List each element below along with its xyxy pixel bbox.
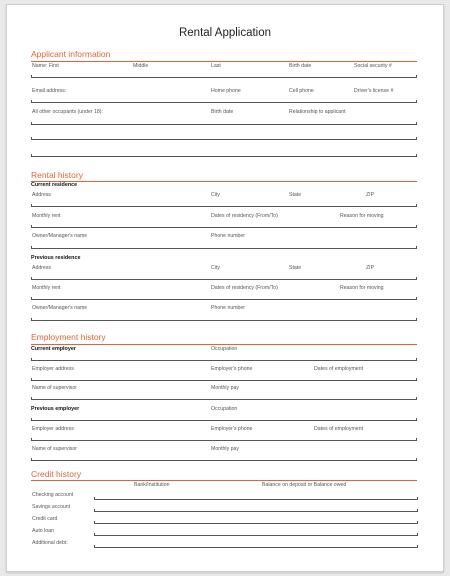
previous-owner-field[interactable] xyxy=(31,318,417,321)
label-ssn: Social security # xyxy=(354,63,392,69)
applicant-name-field[interactable] xyxy=(31,75,417,78)
label-prev-occupation: Occupation xyxy=(211,406,238,412)
label-owner-manager: Owner/Manager's name xyxy=(32,233,88,239)
current-residence-label: Current residence xyxy=(31,182,78,188)
label-bank-institution: Bank/Institution xyxy=(134,482,170,488)
rental-section-rule xyxy=(31,181,417,182)
credit-section-heading: Credit history xyxy=(31,469,82,479)
label-prev-employer-address: Employer address xyxy=(32,426,74,432)
label-dates-residency: Dates of residency (From/To) xyxy=(211,213,278,219)
label-city: City xyxy=(211,192,220,198)
label-address: Address xyxy=(32,192,52,198)
previous-employer-address-field[interactable] xyxy=(31,438,417,441)
credit-section-rule xyxy=(31,480,417,481)
label-additional-debt: Additional debt: xyxy=(32,540,68,546)
applicant-section-heading: Applicant information xyxy=(31,49,111,59)
application-page xyxy=(6,4,444,572)
label-home-phone: Home phone xyxy=(211,88,241,94)
employment-section-heading: Employment history xyxy=(31,332,106,342)
occupants-field-1[interactable] xyxy=(31,122,417,125)
current-employer-address-field[interactable] xyxy=(31,378,417,381)
label-last: Last xyxy=(211,63,221,69)
label-drivers-license: Driver's license # xyxy=(354,88,394,94)
current-supervisor-field[interactable] xyxy=(31,397,417,400)
label-credit-card: Credit card xyxy=(32,516,58,522)
label-prev-address: Address xyxy=(32,265,52,271)
label-prev-owner-manager: Owner/Manager's name xyxy=(32,305,88,311)
rental-section-heading: Rental history xyxy=(31,170,83,180)
label-dates-employment: Dates of employment xyxy=(314,366,364,372)
label-prev-phone-number: Phone number xyxy=(211,305,246,311)
current-employer-label: Current employer xyxy=(31,346,76,352)
current-address-field[interactable] xyxy=(31,204,417,207)
previous-rent-field[interactable] xyxy=(31,297,417,300)
label-checking-account: Checking account xyxy=(32,492,74,498)
label-birth-date: Birth date xyxy=(289,63,312,69)
previous-residence-label: Previous residence xyxy=(31,255,81,261)
label-occupant-birth-date: Birth date xyxy=(211,109,234,115)
label-name-first: Name: First xyxy=(32,63,59,69)
label-email: Email address: xyxy=(32,88,67,94)
auto-loan-field[interactable] xyxy=(95,535,417,536)
applicant-contact-field[interactable] xyxy=(31,100,417,103)
label-employer-address: Employer address xyxy=(32,366,74,372)
employment-section-rule xyxy=(31,344,417,345)
current-rent-field[interactable] xyxy=(31,225,417,228)
previous-employer-label: Previous employer xyxy=(31,406,80,412)
label-prev-city: City xyxy=(211,265,220,271)
label-employer-phone: Employer's phone xyxy=(211,366,253,372)
label-auto-loan: Auto loan xyxy=(32,528,54,534)
previous-employer-field[interactable] xyxy=(31,418,417,421)
label-prev-monthly-pay: Monthly pay xyxy=(211,446,239,452)
label-reason-moving: Reason for moving xyxy=(340,213,384,219)
label-occupation: Occupation xyxy=(211,346,238,352)
credit-card-field[interactable] xyxy=(95,523,417,524)
label-zip: ZIP xyxy=(366,192,375,198)
label-monthly-pay: Monthly pay xyxy=(211,385,239,391)
label-monthly-rent: Monthly rent xyxy=(32,213,61,219)
label-cell-phone: Cell phone xyxy=(289,88,314,94)
label-prev-zip: ZIP xyxy=(366,265,375,271)
occupants-field-3[interactable] xyxy=(31,154,417,157)
label-prev-reason-moving: Reason for moving xyxy=(340,285,384,291)
previous-supervisor-field[interactable] xyxy=(31,458,417,461)
page-title: Rental Application xyxy=(178,27,272,39)
label-supervisor: Name of supervisor xyxy=(32,385,77,391)
applicant-section-rule xyxy=(31,61,417,62)
label-prev-state: State xyxy=(289,265,302,271)
label-middle: Middle xyxy=(133,63,149,69)
checking-account-field[interactable] xyxy=(95,499,417,500)
previous-address-field[interactable] xyxy=(31,277,417,280)
current-owner-field[interactable] xyxy=(31,246,417,249)
label-prev-dates-employment: Dates of employment xyxy=(314,426,364,432)
label-balance: Balance on deposit or Balance owed xyxy=(262,482,347,488)
label-state: State xyxy=(289,192,302,198)
label-other-occupants: All other occupants (under 18): xyxy=(32,109,103,115)
additional-debt-field[interactable] xyxy=(95,547,417,548)
label-prev-dates-residency: Dates of residency (From/To) xyxy=(211,285,278,291)
current-employer-field[interactable] xyxy=(31,358,417,361)
label-relationship: Relationship to applicant xyxy=(289,109,346,115)
label-prev-supervisor: Name of supervisor xyxy=(32,446,77,452)
label-phone-number: Phone number xyxy=(211,233,246,239)
label-savings-account: Savings account xyxy=(32,504,71,510)
occupants-field-2[interactable] xyxy=(31,137,417,140)
savings-account-field[interactable] xyxy=(95,511,417,512)
label-prev-employer-phone: Employer's phone xyxy=(211,426,253,432)
label-prev-monthly-rent: Monthly rent xyxy=(32,285,61,291)
